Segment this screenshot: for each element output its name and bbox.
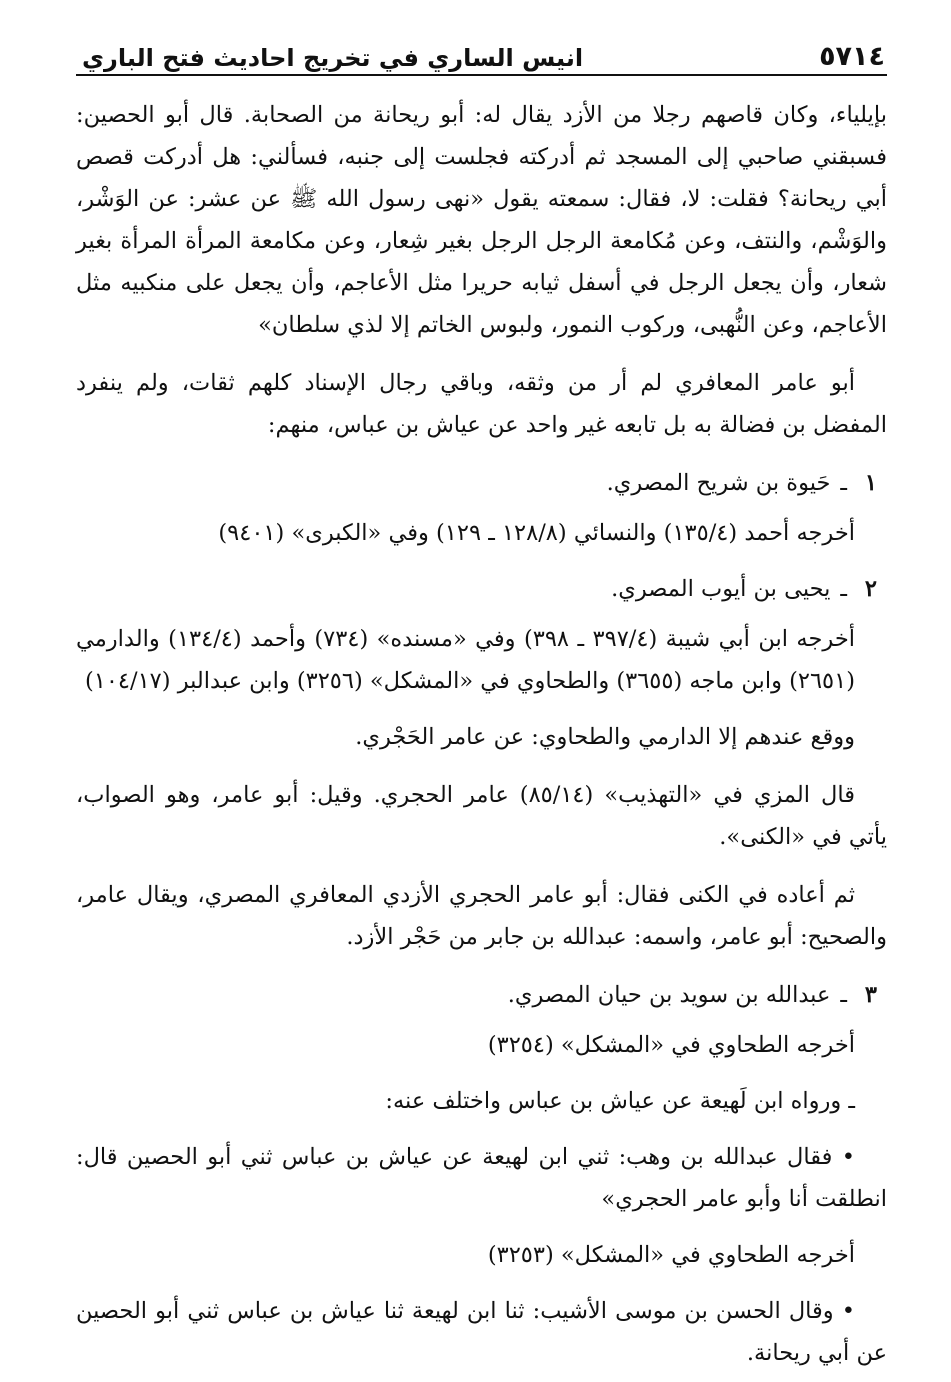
citation-2: أخرجه ابن أبي شيبة (٣٩٧/٤ ـ ٣٩٨) وفي «مسنده» (٧٣٤) وأحمد (١٣٤/٤) والدارمي (٢٦٥١) وابن ماجه (٣٦٥٥) والطحاوي في «المشكل» (٣٢٥٦) وابن عبدالبر (١٠٤/١٧) [76,626,855,694]
item-dash: ـ [840,576,847,602]
item-number: ٣ [864,982,877,1008]
item-dash: ـ [840,470,847,496]
follower-item-3 [76,974,887,1016]
citation-1: أخرجه أحمد (١٣٥/٤) والنسائي (١٢٨/٨ ـ ١٢٩) وفي «الكبرى» (٩٤٠١) [218,520,855,546]
item-number: ٢ [864,576,877,602]
variant-intro: ـ ورواه ابن لَهيعة عن عياش بن عباس واختلف عنه: [385,1088,855,1114]
item-text: عبدالله بن سويد بن حيان المصري. [507,982,831,1008]
page-number: ٥٧١٤ [819,41,885,72]
note-paragraph: ووقع عندهم إلا الدارمي والطحاوي: عن عامر الحَجْري. [355,724,855,750]
follower-item-1 [76,462,887,504]
bullet-item-2: • وقال الحسن بن موسى الأشيب: ثنا ابن لهيعة ثنا عياش بن عباس ثني أبو الحصين عن أبي ريحانة. [76,1298,887,1366]
hadith-paragraph: بإيلياء، وكان قاصهم رجلا من الأزد يقال له: أبو ريحانة من الصحابة. قال أبو الحصين: فسبقني صاحبي إلى المسجد ثم أدركته فجلست إلى جنبه، فسألني: هل أدركت قصص أبي ريحانة؟ فقلت: لا، فقال: سمعته يقول «نهى رسول الله ﷺ عن عشر: عن الوَشْر، والوَشْم، والنتف، وعن مُكامعة الرجل الرجل بغير شِعار، وعن مكامعة المرأة المرأة بغير شعار، وأن يجعل الرجل في أسفل ثيابه حريرا مثل الأعاجم، وأن يجعل على منكبيه مثل الأعاجم، وعن النُّهبى، وركوب النمور، ولبوس الخاتم إلا لذي سلطان» [76,102,887,338]
item-dash: ـ [840,982,847,1008]
narrator-assessment-paragraph: أبو عامر المعافري لم أر من وثقه، وباقي رجال الإسناد كلهم ثقات، ولم ينفرد المفضل بن فضالة به بل تابعه غير واحد عن عياش بن عباس، منهم: [76,370,887,438]
citation-4: أخرجه الطحاوي في «المشكل» (٣٢٥٣) [487,1242,855,1268]
bullet-item-1: • فقال عبدالله بن وهب: ثني ابن لهيعة عن عياش بن عباس ثني أبو الحصين قال: انطلقت أنا وأبو عامر الحجري» [76,1144,887,1212]
item-text: حَيوة بن شريح المصري. [606,470,831,496]
mizzi-quote-paragraph: قال المزي في «التهذيب» (٨٥/١٤) عامر الحجري. وقيل: أبو عامر، وهو الصواب، يأتي في «الكنى». [76,782,887,850]
kuna-paragraph: ثم أعاده في الكنى فقال: أبو عامر الحجري الأزدي المعافري المصري، ويقال عامر، والصحيح: أبو عامر، واسمه: عبدالله بن جابر من حَجْر الأزد. [76,882,887,950]
item-number: ١ [864,470,877,496]
item-text: يحيى بن أيوب المصري. [611,576,831,602]
book-title: انيس الساري في تخريج احاديث فتح الباري [82,44,584,72]
citation-3: أخرجه الطحاوي في «المشكل» (٣٢٥٤) [487,1032,855,1058]
follower-item-2 [76,568,887,610]
running-header [76,30,887,76]
page-body [76,94,887,1374]
